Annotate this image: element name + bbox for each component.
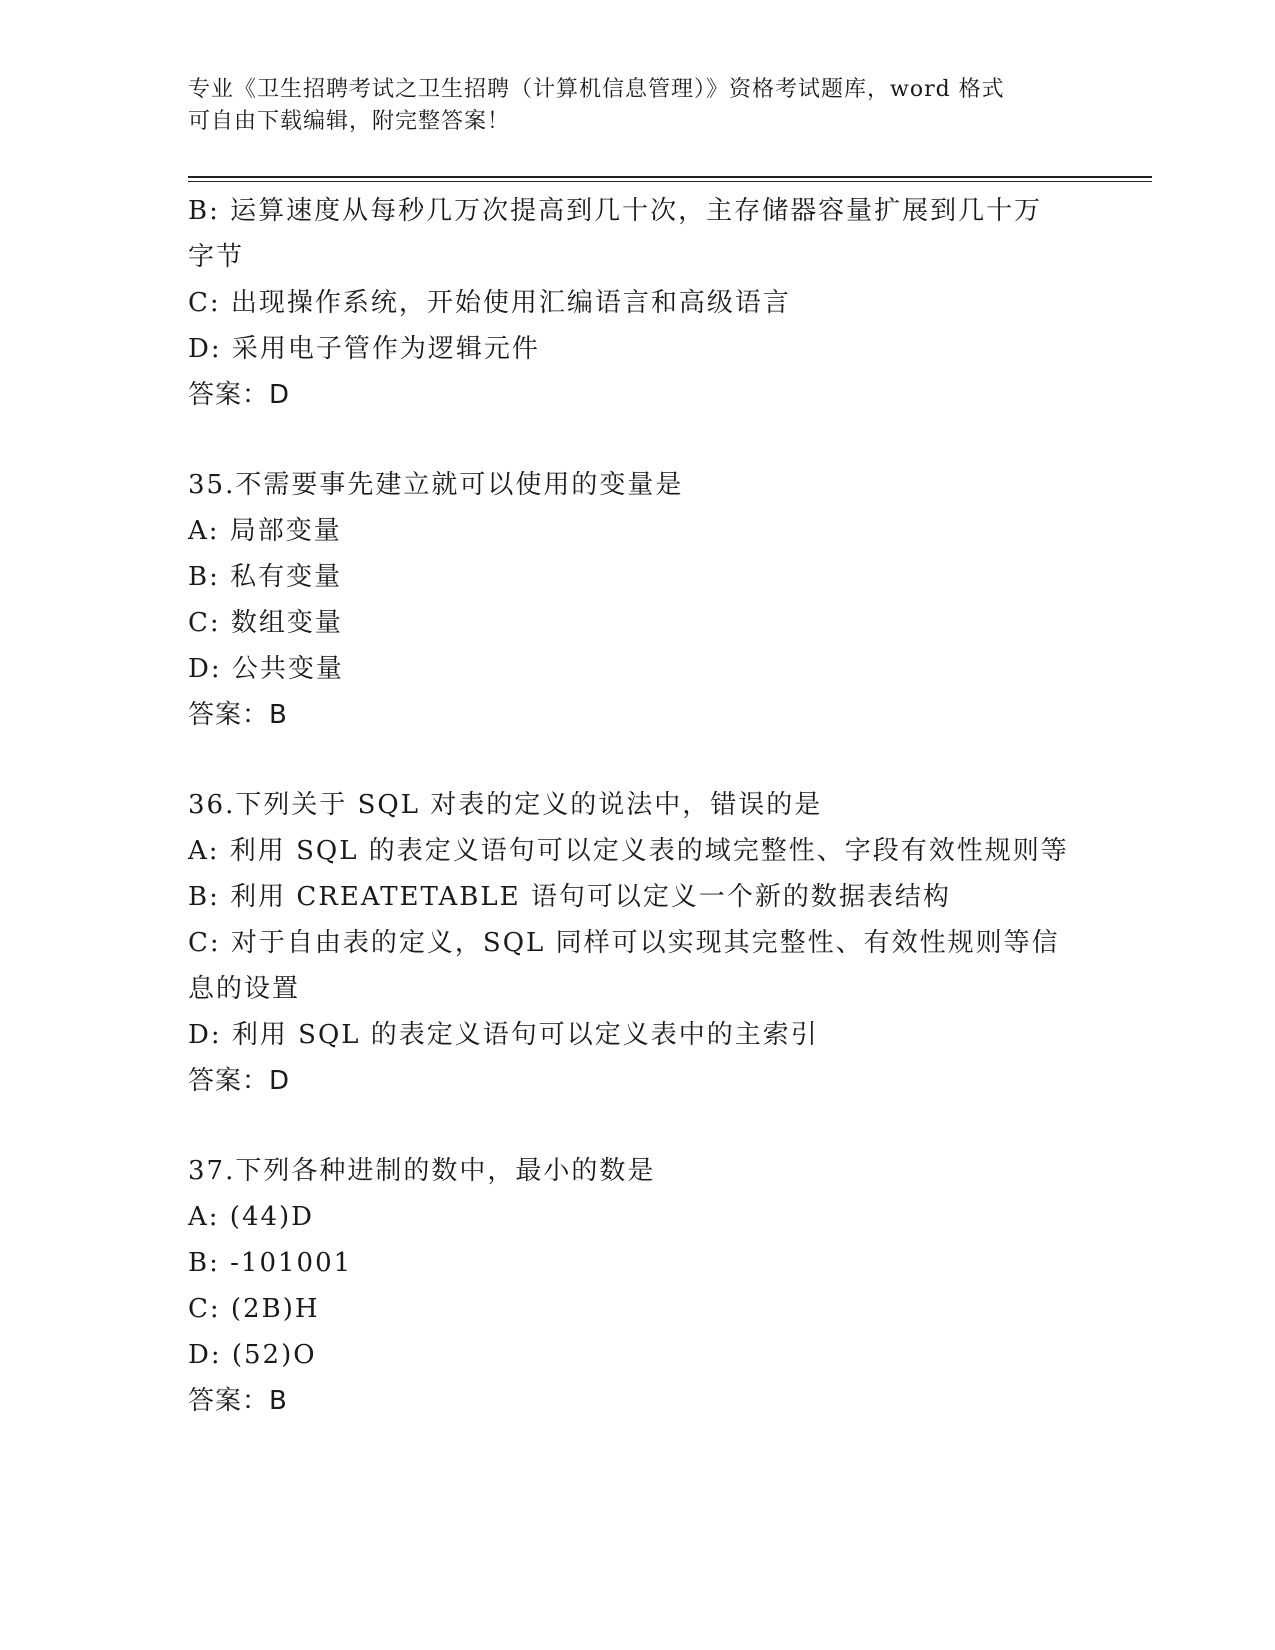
option-b-continued: 字节 <box>188 242 245 272</box>
option-b: B: 运算速度从每秒几万次提高到几十次，主存储器容量扩展到几十万 <box>188 196 1043 226</box>
spacer <box>188 1104 1088 1148</box>
option-c-continued: 息的设置 <box>188 974 301 1004</box>
header-divider-thin <box>188 181 1152 182</box>
option-d: D: 利用 SQL 的表定义语句可以定义表中的主索引 <box>188 1020 819 1050</box>
answer-label: 答案：D <box>188 380 291 410</box>
header-divider-thick <box>188 176 1152 178</box>
option-a: A: (44)D <box>188 1202 315 1232</box>
question-35 <box>188 462 1088 738</box>
question-34-continued <box>188 188 1088 418</box>
header-line-2: 可自由下载编辑，附完整答案！ <box>188 109 511 134</box>
spacer <box>188 418 1088 462</box>
option-d: D: 公共变量 <box>188 654 344 684</box>
question-title: 36.下列关于 SQL 对表的定义的说法中，错误的是 <box>188 790 823 820</box>
option-c: C: (2B)H <box>188 1294 320 1324</box>
answer-label: 答案：B <box>188 1386 288 1416</box>
option-c: C: 对于自由表的定义，SQL 同样可以实现其完整性、有效性规则等信 <box>188 928 1060 958</box>
answer-label: 答案：D <box>188 1066 291 1096</box>
document-header <box>188 74 1088 138</box>
option-d: D: (52)O <box>188 1340 317 1370</box>
option-c: C: 出现操作系统，开始使用汇编语言和高级语言 <box>188 288 791 318</box>
spacer <box>188 738 1088 782</box>
option-d: D: 采用电子管作为逻辑元件 <box>188 334 540 364</box>
option-b: B: 私有变量 <box>188 562 343 592</box>
question-list <box>188 188 1088 1424</box>
answer-label: 答案：B <box>188 700 288 730</box>
option-a: A: 局部变量 <box>188 516 342 546</box>
question-title: 37.下列各种进制的数中，最小的数是 <box>188 1156 656 1186</box>
option-a: A: 利用 SQL 的表定义语句可以定义表的域完整性、字段有效性规则等 <box>188 836 1069 866</box>
question-37 <box>188 1148 1088 1424</box>
option-c: C: 数组变量 <box>188 608 343 638</box>
header-line-1: 专业《卫生招聘考试之卫生招聘（计算机信息管理）》资格考试题库，word 格式 <box>188 77 1005 102</box>
option-b: B: -101001 <box>188 1248 353 1278</box>
question-title: 35.不需要事先建立就可以使用的变量是 <box>188 470 684 500</box>
question-36 <box>188 782 1088 1104</box>
option-b: B: 利用 CREATETABLE 语句可以定义一个新的数据表结构 <box>188 882 951 912</box>
